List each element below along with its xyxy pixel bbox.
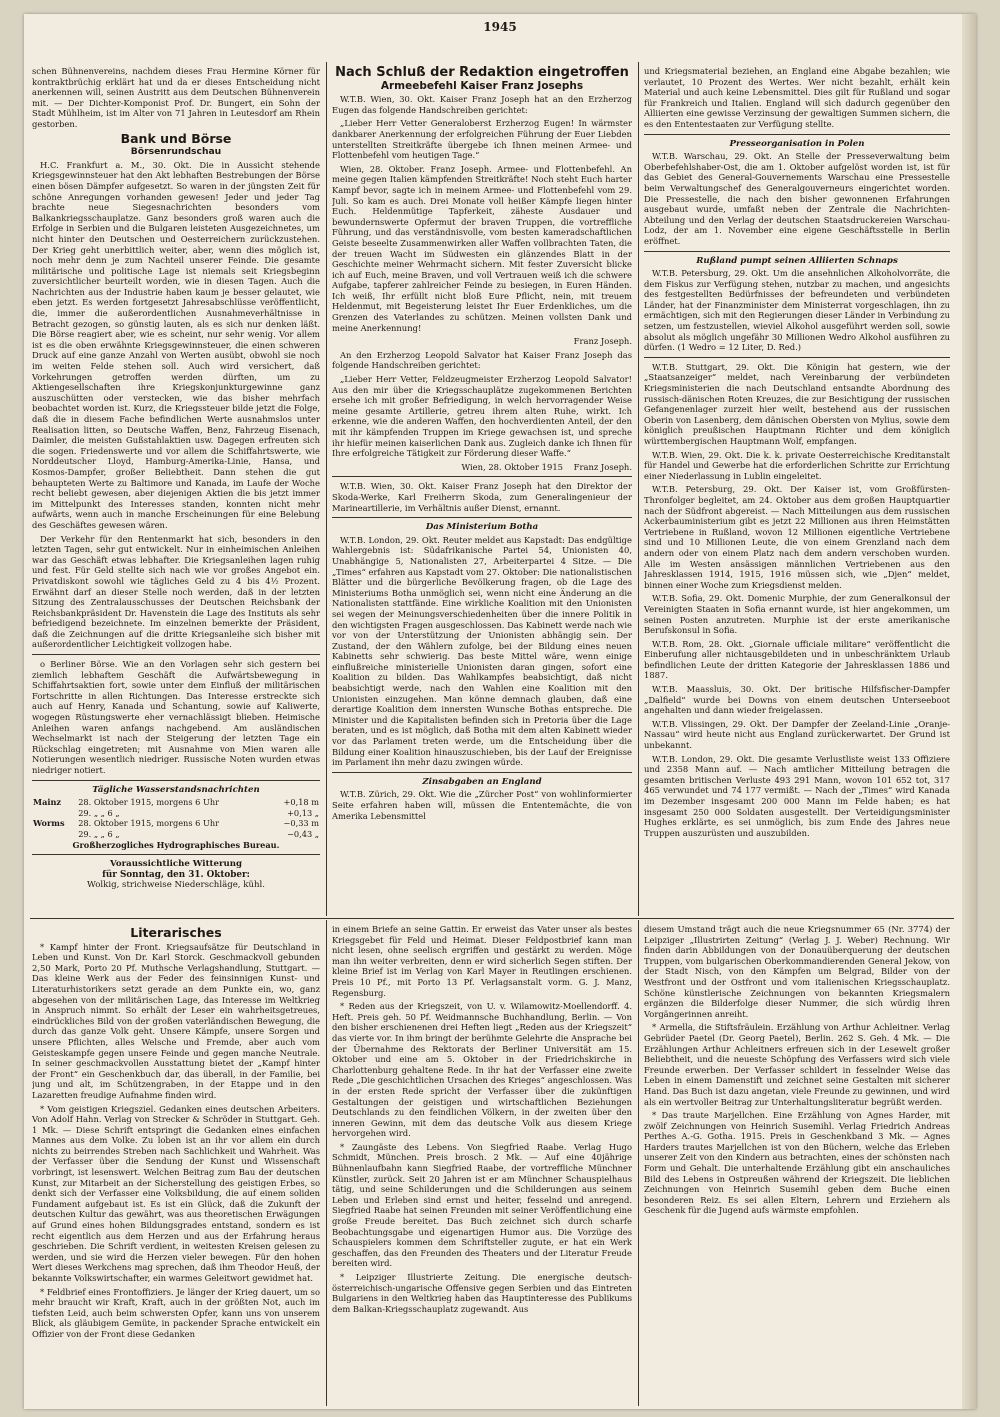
column-rule — [638, 62, 639, 916]
armeebefehl-intro: W.T.B. Wien, 30. Okt. Kaiser Franz Joseph hat an den Erzherzog Eugen das folgende Handschreiben gerichtet: — [332, 94, 632, 115]
review-illustrierte-continued: diesem Umstand trägt auch die neue Kriegsnummer 65 (Nr. 3774) der Leipziger „Illustrirten Zeitung“ (Verlag J. J. Weber) Rechnung. Wir finden darin Abbildungen von der Donauüberquerung der deutschen Truppen, vom bulgarischen Oberkommandierenden General Jekow, von der Stadt Nisch, von den Kämpfen um Belgrad, Bilder von der Westfront und der Ostfront und vom italienischen Kriegsschauplatz. Schöne künstlerische Zeichnungen von bekannten Kriegsmalern ergänzen die Bilderfolge dieser Nummer, die sich würdig ihren Vorgängerinnen anreiht. — [644, 924, 950, 1019]
london-news: W.T.B. London, 29. Okt. Die gesamte Verlustliste weist 133 Offiziere und 2358 Mann auf. — Nach amtlicher Mitteilung betragen die gesamten britischen Verluste 493 291 Mann, wovon 101 652 tot, 317 465 verwundet und 74 177 vermißt. — Nach der „Times“ wird Kanada im Dezember insgesamt 200 000 Mann im Felde haben; es hat insgesamt 250 000 Soldaten ausgestellt. Der Verteidigungsminister Hughes erklärte, es sei unmöglich, bis zum Ende des Jahres neue Truppen auszurüsten und auszubilden. — [644, 753, 950, 838]
review-kriegsziel: * Vom geistigen Kriegsziel. Gedanken eines deutschen Arbeiters. Von Adolf Hahn. Verlag von Strecker & Schröder in Stuttgart. Geh. 1 Mk. — Diese Schrift entspringt die Gedanken eines einfachen Mannes aus dem Volke. Zu loben ist an ihr vor allem ein durch nichts zu beirrendes Streben nach Sachlichkeit und Wahrheit. Was der Verfasser über die Sendung der Kunst und Wissenschaft vorbringt, ist lesenswert. Welchen Beitrag zum Bau der deutschen Kunst, zur Mitarbeit an der Sicherstellung des geistigen Erbes, so denkt sich der Verfasser eine Volksbildung, die auf einem soliden Fundament aufgebaut ist. Es ist ein Glück, daß die Zukunft der deutschen Kultur das gewährt, was aus theoretischen Erwägungen auf Grund eines hohen Bildungsgrades entstand, sondern es ist recht eigentlich aus dem Herzen und aus der Erfahrung heraus geschrieben. Die Schrift verdient, in weitesten Kreisen gelesen zu werden, und sie wird die Herzen vieler bewegen. Für den hohen Wert dieses Werkchens mag sprechen, daß ihm Theodor Heuß, der bekannte Volkswirtschafter, ein warmes Geleitwort gewidmet hat. — [32, 1103, 320, 1283]
literature-column-3 — [644, 924, 950, 1404]
literature-column-1 — [32, 924, 320, 1404]
table-row: Worms 28. Oktober 1915, morgens 6 Uhr −0,33 m — [33, 818, 319, 829]
salvator-intro: An den Erzherzog Leopold Salvator hat Kaiser Franz Joseph das folgende Handschreiben gerichtet: — [332, 349, 632, 371]
boerse-article: H.C. Frankfurt a. M., 30. Okt. Die in Aussicht stehende Kriegsgewinnsteuer hat den Akt lebhaften Bestrebungen der Börse einen bösen Dämpfer aufgesetzt. So waren in der jüngsten Zeit für schöne Anregungen vorhanden gewesen! Jeder und jeder Tag brachte neue Siegesnachrichten besonders vom Balkankriegsschauplatze. Ganz besonders groß waren auch die Erfolge in Serbien und die Bulgaren leisteten Ausgezeichnetes, um nicht hinter den Deutschen und Oesterreichern zurückzustehen. Der Krieg geht unerbittlich weiter, aber, wenn dies möglich ist, noch mehr denn je zum Nachteil unserer Feinde. Die gesamte militärische und politische Lage ist niemals seit Kriegsbeginn zuversichtlicher beurteilt worden, wie in diesen Tagen. Auch die Nachrichten aus der Industrie haben kaum je besser gelautet, wie eben jetzt. Es werden fortgesetzt Jahresabschlüsse veröffentlicht, die, immer die außerordentlichen Ausnahmeverhältnisse in Betracht gezogen, so günstig lauten, als es sich nur denken läßt. Die Börse reagiert aber, wie es scheint, nur sehr wenig. Vor allem ist es die oben erwähnte Kriegsgewinnsteuer, die einen schweren Druck auf eine ganze Anzahl von Werten ausübt, obwohl sie noch im weiten Felde stehen soll. Auch wird versichert, daß Vorkehrungen getroffen werden dürften, um zu Aktiengesellschaften ihre Kriegskonjunkturgewinne ganz auszuschütten oder verstecken, wie das bisher mehrfach beobachtet worden ist. Kurz, die Kriegssteuer bilde jetzt die Folge, daß die in diesem Fache befindlichen Werte ausnahmslos unter Realisation litten, so Deutsche Waffen, Benz, Fahrzeug Eisenach, Daimler, die meisten Gußstahlaktien usw. Dagegen erfreuten sich die sogen. Friedenswerte und vor allem die Schiffahrtswerte, wie Norddeutscher Lloyd, Hamburg-Amerika-Linie, Hansa, und Kosmos-Dampfer, großer Beliebtheit. Dann stehen die gut behaupteten Werte zu Baltimore und Kanada, im Laufe der Woche recht beliebt gewesen, aber diejenigen Aktien die bis jetzt immer im Mittelpunkt des Interesses standen, konnten nicht mehr aufwärts, wenn auch in manche Erscheinungen für eine Belebung des Geschäftes gewesen wären. — [32, 159, 320, 530]
maassluis-news: W.T.B. Maassluis, 30. Okt. Der britische Hilfsfischer-Dampfer „Dalfield“ wurde bei Downs von einem deutschen Unterseeboot angehalten und dann wieder freigelassen. — [644, 684, 950, 716]
sofia-news: W.T.B. Sofia, 29. Okt. Domenic Murphie, der zum Generalkonsul der Vereinigten Staaten in Sofia ernannt wurde, ist hier angekommen, um seinen Posten anzutreten. Murphie ist der erste amerikanische Berufskonsul in Sofia. — [644, 593, 950, 636]
divider — [32, 780, 320, 781]
divider — [644, 134, 950, 135]
review-illustrierte: * Leipziger Illustrierte Zeitung. Die energische deutsch-österreichisch-ungarische Offensive gegen Serbien und das Eintreten Bulgariens in den Weltkrieg haben das Hauptinteresse des Publikums dem Balkan-Kriegsschauplatz zugewandt. Aus — [332, 1272, 632, 1314]
boerse-article-2: Der Verkehr für den Rentenmarkt hat sich, besonders in den letzten Tagen, sehr gut entwickelt. Nur in einheimischen Anleihen war das Geschäft etwas lebhafter. Die Kriegsanleihen lagen ruhig und fest. Für Geld stellte sich nach wie vor großes Angebot ein. Privatdiskont sowohl wie tägliches Geld zu 4 bis 4½ Prozent. Erwähnt darf an dieser Stelle noch werden, daß in der letzten Sitzung des Zentralausschusses der Deutschen Reichsbank der Reichsbankpräsident Dr. Havenstein die Lage des Instituts als sehr befriedigend bezeichnete. Im einzelnen bemerkte der Präsident, daß die Zeichnungen auf die dritte Kriegsanleihe sich bisher mit außerordentlicher Leichtigkeit vollzogen habe. — [32, 533, 320, 650]
divider — [32, 654, 320, 655]
wien-news: W.T.B. Wien, 29. Okt. Die k. k. private Oesterreichische Kreditanstalt für Handel und Gewerbe hat die erforderlichen Schritte zur Errichtung einer Niederlassung in Lublin eingeleitet. — [644, 449, 950, 481]
salvator-letter: „Lieber Herr Vetter, Feldzeugmeister Erzherzog Leopold Salvator! Aus den mir über die Kriegsschauplätze zugekommenen Berichten ersehe ich mit großer Befriedigung, in welch hervorragender Weise meine gesamte Artillerie, getreu ihrem alten Ruhe, wirkt. Ich erkenne, wie die anderen Waffen, den hochverdienten Anteil, der den mit ihr kämpfenden Truppen im Kriege gewachsen ist, und spreche ihr hiefür meinen kaiserlichen Dank aus. Zugleich danke ich Ihnen für Ihre erfolgreiche Tätigkeit zur Förderung dieser Waffe.“ — [332, 374, 632, 459]
column-rule — [326, 62, 327, 916]
literature-heading: Literarisches — [130, 925, 222, 940]
water-level-title: Tägliche Wasserstandsnachrichten — [92, 784, 260, 795]
signature: Franz Joseph. — [573, 336, 632, 347]
literature-column-2 — [332, 924, 632, 1404]
theater-news: schen Bühnenvereins, nachdem dieses Frau Hermine Körner für kontraktbrüchig erklärt hat und da er dieses Entscheidung nicht anerkennen will, seinen Austritt aus dem Deutschen Bühnenverein mit. — Der Dichter-Komponist Prof. Dr. Bungert, ein Sohn der Stadt Mühlheim, ist im Alter von 71 Jahren in Leutesdorf am Rhein gestorben. — [32, 66, 320, 129]
russia-heading: Rußland pumpt seinen Alliierten Schnaps — [696, 255, 898, 266]
review-armella: * Armella, die Stiftsfräulein. Erzählung von Arthur Achleitner. Verlag Gebrüder Paetel (Dr. Georg Paetel), Berlin. 262 S. Geh. 4 Mk. — Die Erzählungen Arthur Achleitners erfreuen sich in der Lesewelt großer Beliebtheit, und die neueste Schöpfung des Verfassers wird sich viele Freunde erwerben. Der Verfasser schildert in fesselnder Weise das Leben in einem Damenstift und zeichnet seine Gestalten mit sicherer Hand. Das Buch ist dazu angetan, viele Freunde zu gewinnen, und wird als ein wertvoller Beitrag zur Unterhaltungsliteratur begrüßt werden. — [644, 1022, 950, 1107]
divider — [644, 251, 950, 252]
weather-date: für Sonntag, den 31. Oktober: — [102, 869, 250, 880]
rom-news: W.T.B. Rom, 28. Okt. „Giornale ufficiale militare“ veröffentlicht die Einberufung aller nichtausgebildeten und in unbeschränktem Urlaub befindlichen Leute der dritten Kategorie der Jahresklassen 1886 und 1887. — [644, 638, 950, 681]
review-zaungaeste: * Zaungäste des Lebens. Von Siegfried Raabe. Verlag Hugo Schmidt, München. Preis brosch. 2 Mk. — Auf eine 40jährige Bühnenlaufbahn kann Siegfried Raabe, der vortreffliche Münchner Künstler, zurück. Seit 20 Jahren ist er am Münchner Schauspielhaus tätig, und seine Schilderungen und die Schilderungen aus seinem Leben und Erleben sind ernst und heiter, fesselnd und anregend. Siegfried Raabe hat seinen Freunden mit seiner Veröffentlichung eine große Freude bereitet. Das Buch zeichnet sich durch scharfe Beobachtungsgabe und eigenartigen Humor aus. Die Vorzüge des Schauspielers kommen dem Schriftsteller zugute, er hat ein Werk geschaffen, das den Freunden des Theaters und der Literatur Freude bereiten wird. — [332, 1141, 632, 1269]
divider — [32, 854, 320, 855]
weather-forecast: Wolkig, strichweise Niederschläge, kühl. — [86, 880, 266, 891]
presse-heading: Presseorganisation in Polen — [729, 138, 865, 149]
review-kampf: * Kampf hinter der Front. Kriegsaufsätze für Deutschland in Leben und Kunst. Von Dr. Karl Storck. Geschmackvoll gebunden 2,50 Mark, Porto 20 Pf. Muthsche Verlagshandlung, Stuttgart. — Das kleine Werk aus der Feder des feinsinnigen Kunst- und Literaturhistorikers setzt gerade an dem Punkte ein, wo, ganz abgesehen von der militärischen Lage, das Interesse im Weltkrieg in Anspruch nimmt. So erhält der Leser ein wahrheitsgetreues, eindrückliches Bild von der großen vaterländischen Bewegung, die durch das ganze Volk geht. Unsere Kämpfe, unsere Sorgen und unsere Pflichten, alles Welsche und Fremde, aber auch vom Geisteskampfe gegen unsere Feinde und gegen manche Neutrale. In seiner geschmackvollen Ausstattung bietet der „Kampf hinter der Front“ ein Geschenkbuch dar, das überall, in der Familie, bei jung und alt, im Schützengraben, in der Etappe und in den Lazaretten freudige Aufnahme finden wird. — [32, 941, 320, 1100]
botha-heading: Das Ministerium Botha — [425, 522, 539, 533]
stuttgart-news: W.T.B. Stuttgart, 29. Okt. Die Königin hat gestern, wie der „Staatsanzeiger“ meldet, nach Vereinbarung der verbündeten Kriegsministerien die nach Deutschland entsandte Abordnung des russisch-dänischen Roten Kreuzes, die zur Besichtigung der russischen Gefangenenlager zurzeit hier weilt, bestehend aus der russischen Oberin von Lasenberg, dem dänischen Obersten von Mylius, sowie dem königlich preußischen Hauptmann Richter und dem königlich württembergischen Hauptmann Wolf, empfangen. — [644, 361, 950, 446]
botha-article: W.T.B. London, 29. Okt. Reuter meldet aus Kapstadt: Das endgültige Wahlergebnis ist: Südafrikanische Partei 54, Unionisten 40, Unabhängige 5, Nationalisten 27, Arbeiterpartei 4 Sitze. — Die „Times“ erfahren aus Kapstadt vom 27. Oktober: Die nationalistischen Blätter und die bürgerliche Bevölkerung fragen, ob die Lage des Ministeriums Botha unmöglich sei, wenn nicht eine Änderung an die Nationalisten stattfände. Eine wirkliche Koalition mit den Unionisten sei wegen der Meinungsverschiedenheiten über die innere Politik in den wichtigsten Fragen ausgeschlossen. Das Kabinett werde nach wie vor von der Unterstützung der Unionisten abhängig sein. Der Zustand, der den Wählern zufolge, bei der Bildung eines neuen Kabinetts sehr schwierig. Das beste Mittel wäre, wenn einige einflußreiche ministerielle Unionisten daran gingen, sofort eine Koalition zu bilden. Das Wahlkampfes beabsichtigt, daß nicht beabsichtigt werde, nach den Wahlen eine Koalition mit den Unionisten einzugehen. Man könne demnach glauben, daß eine derartige Koalition dem innersten Wunsche Bothas entspreche. Die Minister und die Kapitalisten befinden sich in Pretoria über die Lage beraten, und es ist möglich, daß Botha mit dem alten Kabinett wieder vor das Parlament treten werde, um die Entscheidung über die Bildung einer Koalition hinauszuschieben, bis der Lauf der Ereignisse im Parlament ihn mehr dazu zwingen würde. — [332, 534, 632, 768]
divider — [332, 517, 632, 518]
water-level-source: Großherzogliches Hydrographisches Bureau. — [72, 839, 280, 850]
column-2 — [332, 66, 632, 914]
late-news-banner: Nach Schluß der Redaktion eingetroffen — [335, 66, 629, 80]
armeebefehl-letter: „Lieber Herr Vetter Generaloberst Erzherzog Eugen! In wärmster dankbarer Anerkennung der erfolgreichen Führung der Euer Liebden unterstellten Streitkräfte übergebe ich Ihnen meinen Armee- und Flottenbefehl vom heutigen Tage.“ — [332, 118, 632, 161]
review-reden: * Reden aus der Kriegszeit, von U. v. Wilamowitz-Moellendorff. 4. Heft. Preis geh. 50 Pf. Weidmannsche Buchhandlung, Berlin. — Von den bisher erschienenen drei Heften liegt „Reden aus der Kriegszeit“ das vierte vor. In ihm bringt der berühmte Gelehrte die Ansprache bei der Übernahme des Rektorats der Berliner Universität am 15. Oktober und eine am 5. Oktober in der Friedrichskirche in Charlottenburg gehaltene Rede. In ihr hat der Verfasser eine zweite Rede „Die geschichtlichen Ursachen des Krieges“ angeschlossen. Was in der ersten Rede spricht der Verfasser über die zukünftigen Gestaltungen der geistigen und wirtschaftlichen Beziehungen Deutschlands zu den feindlichen Völkern, in der zweiten über den inneren Gewinn, mit dem das deutsche Volk aus diesem Kriege hervorgehen wird. — [332, 1001, 632, 1139]
book-binding-edge — [962, 14, 976, 1409]
petersburg-news: W.T.B. Petersburg, 29. Okt. Der Kaiser ist, vom Großfürsten-Thronfolger begleitet, am 24. Oktober aus dem großen Hauptquartier nach der Südfront abgereist. — Nach Mitteilungen aus dem russischen Ackerbauministerium gibt es jetzt 22 Millionen aus ihren Heimstätten Vertriebene in Rußland, wovon 12 Millionen eigentliche Vertriebene sind und 10 Millionen Leute, die von einem Grenzland nach dem andern oder von einem Platz nach dem andern verschoben wurden. Alle im Westen ansässigen männlichen Vertriebenen aus den Jahresklassen 1914, 1915, 1916 müssen sich, wie „Djen“ meldet, binnen einer Woche zum Kriegsdienst melden. — [644, 484, 950, 590]
section-heading-bank: Bank und Börse — [120, 130, 232, 146]
column-rule — [326, 920, 327, 1406]
table-row: 29. „ „ 6 „ −0,43 „ — [78, 828, 319, 839]
zins-continued: und Kriegsmaterial beziehen, an England eine Abgabe bezahlen; wie verlautet, 10 Prozent des Wertes. Wer nicht bezahlt, erhält kein Material und auch keine Lebensmittel. Dies gilt für Rußland und sogar für Frankreich und Italien. England will sich dadurch gegenüber den Alliierten eine gewisse Verzinsung der gewaltigen Summen sichern, die es den Ententestaaten zur Verfügung stellte. — [644, 66, 950, 129]
presse-article: W.T.B. Warschau, 29. Okt. An Stelle der Presseverwaltung beim Oberbefehlshaber-Ost, die am 1. Oktober aufgelöst worden ist, ist für das Gebiet des General-Gouvernements Warschau eine Pressestelle beim Verwaltungschef des Generalgouverneurs eingerichtet worden. Die Pressestelle, die nach den bisher gewonnenen Erfahrungen ausgebaut wurde, umfaßt neben der Zentrale die Nachrichten-Abteilung und den Verlag der deutschen Staatsdruckereien Warschau-Lodz, der am 1. November eine eigene Geschäftsstelle in Berlin eröffnet. — [644, 151, 950, 246]
russia-article: W.T.B. Petersburg, 29. Okt. Um die ansehnlichen Alkoholvorräte, die dem Fiskus zur Verfügung stehen, nutzbar zu machen, und angesichts des festgestellten Bedürfnisses der befreundeten und verbündeten Länder, hat der Finanzminister dem Ministerrat vorgeschlagen, ihn zu ermächtigen, sich mit den Regierungen dieser Länder in Verbindung zu setzen, um festzustellen, wieviel Alkohol ausgeführt werden soll, sowie absolut als möglich ungefähr 30 Millionen Wedro Alkohol ausführen zu dürfen. (1 Wedro = 12 Liter, D. Red.) — [644, 268, 950, 353]
table-row: Mainz 28. Oktober 1915, morgens 6 Uhr +0,18 m — [33, 797, 319, 808]
divider — [332, 476, 632, 477]
column-1 — [32, 66, 320, 914]
divider — [644, 357, 950, 358]
divider — [332, 772, 632, 773]
page-number: 1945 — [483, 20, 517, 34]
review-feldbrief: * Feldbrief eines Frontoffiziers. Je länger der Krieg dauert, um so mehr braucht wir Kraft, Kraft, auch in der größten Not, auch im tiefsten Leid, auch beim schwersten Opfer, kann uns von unserem Blick, als gläubigem Gemüte, in packender Sprache entwickelt ein Offizier von der Front diese Gedanken — [32, 1286, 320, 1339]
armeebefehl-heading: Armeebefehl Kaiser Franz Josephs — [380, 79, 584, 92]
water-level-table — [32, 797, 320, 839]
armeebefehl-text: Wien, 28. Oktober. Franz Joseph. Armee- und Flottenbefehl. An meine gegen Italien kämpfenden Streitkräfte! Noch steht Euch harter Kampf bevor, sagte ich in meinem Armee- und Flottenbefehl vom 29. Juli. So kam es auch. Drei Monate voll heißer Kämpfe liegen hinter Euch. Heldenmütige Tapferkeit, zäheste Ausdauer und bewundernswerte Opfermut der braven Truppen, die vortreffliche Führung, und das verständnisvolle, vom besten kameradschaftlichen Geiste beseelte Zusammenwirken aller Waffen vollbrachten Taten, die der treuen Wacht im Südwesten ein glänzendes Blatt in der Geschichte meiner Wehrmacht sichern. Mit fester Zuversicht blicke ich auf Euch, meine Braven, und voll Vertrauen weiß ich die schwere Aufgabe, tapferer zahlreicher Feinde zu besiegen, in Euren Händen. Ich weiß, Ihr erfüllt nicht bloß Eure Pflicht, nein, mit treuem Heldenmut, mit Begeisterung leistet Ihr Euer Erdenkliches, um die Grenzen des Vaterlandes zu schützen. Meinen vollsten Dank und meine Anerkennung! — [332, 163, 632, 333]
vlissingen-news: W.T.B. Vlissingen, 29. Okt. Der Dampfer der Zeeland-Linie „Oranje-Nassau“ wird heute nicht aus England zurückerwartet. Der Grund ist unbekannt. — [644, 718, 950, 751]
signature-line: Wien, 28. Oktober 1915 Franz Joseph. — [461, 461, 632, 472]
berliner-boerse: o Berliner Börse. Wie an den Vorlagen sehr sich gestern bei ziemlich lebhaftem Geschäft die Aufwärtsbewegung in Schiffahrtsaktien fort, sowie unter dem Einfluß der militärischen Fortschritte in allen Richtungen. Das Interesse erstreckte sich auch auf Henry, Kanada und Schantung, sowie auf Kaliwerte, wogegen Rüstungswerte eher vernachlässigt blieben. Heimische Anleihen waren anfangs nachgebend. Am ausländischen Wechselmarkt ist nach der Steigerung der letzten Tage ein Rückschlag eingetreten; mit Ausnahme von Mien waren alle Notierungen wesentlich niedriger. Russische Noten wurden etwas niedriger notiert. — [32, 659, 320, 775]
review-marjellchen: * Das traute Marjellchen. Eine Erzählung von Agnes Harder, mit zwölf Zeichnungen von Heinrich Susemihl. Verlag Friedrich Andreas Perthes A.-G. Gotha. 1915. Preis in Geschenkband 3 Mk. — Agnes Harders trautes Marjellchen ist von den Büchern, welche das Erleben unserer Zeit von den Kindern aus betrachten, eines der schönsten nach Form und Gehalt. Die unterhaltende Erzählung gibt ein anschauliches Bild des Lebens in Ostpreußen während der Kriegszeit. Die lieblichen Zeichnungen von Heinrich Susemihl geben dem Buche einen besonderen Reiz. Es sei allen Eltern, Lehrern und Erziehern als Geschenk für die Jugend aufs wärmste empfohlen. — [644, 1110, 950, 1216]
skoda-news: W.T.B. Wien, 30. Okt. Kaiser Franz Joseph hat den Direktor der Skoda-Werke, Karl Freiherrn Skoda, zum Generalingenieur der Marineartillerie, im Verhältnis außer Dienst, ernannt. — [332, 481, 632, 513]
subheading-boersenrundschau: Börsenrundschau — [130, 146, 222, 158]
zins-article: W.T.B. Zürich, 29. Okt. Wie die „Zürcher Post“ von wohlinformierter Seite erfahren haben will, müssen die Ententemächte, die von Amerika Lebensmittel — [332, 789, 632, 821]
weather-title: Voraussichtliche Witterung — [109, 859, 243, 870]
column-rule — [638, 920, 639, 1406]
newspaper-page — [24, 14, 976, 1409]
column-3 — [644, 66, 950, 914]
review-feldbrief-continued: in einem Briefe an seine Gattin. Er erweist das Vater unser als bestes Kriegsgebet für Feld und Heimat. Dieser Feldpostbrief kann man nicht lesen, ohne seelisch ergriffen und gestärkt zu werden. Möge man ihn weiter verbreiten, denn er wird sicherlich Segen stiften. Der kleine Brief ist im Verlag von Karl Mayer in Reutlingen erschienen. Preis 10 Pf., mit Porto 13 Pf. Verlagsanstalt vorm. G. J. Manz, Regensburg. — [332, 924, 632, 998]
zins-heading: Zinsabgaben an England — [422, 776, 542, 787]
section-rule — [30, 918, 954, 919]
table-row: 29. „ „ 6 „ +0,13 „ — [78, 807, 319, 818]
